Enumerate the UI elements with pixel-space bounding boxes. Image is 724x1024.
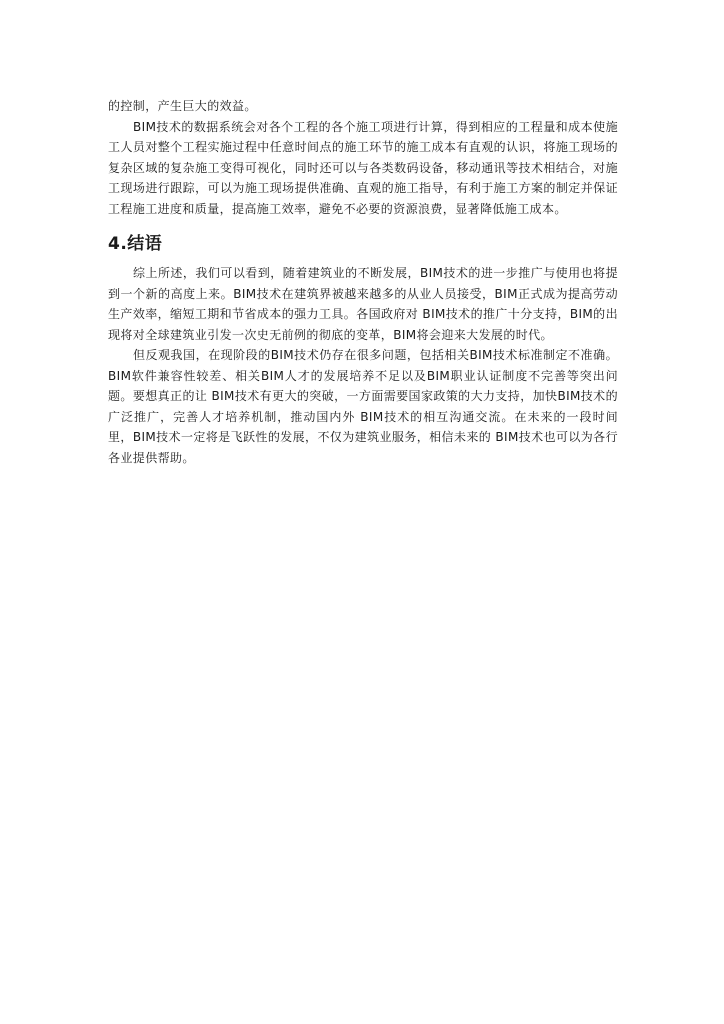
section-heading: 4.结语 — [108, 234, 163, 254]
conclusion-paragraph-2: 但反观我国，在现阶段的BIM技术仍存在很多问题，包括相关BIM技术标准制定不准确。BIM软件兼容性较差、相关BIM人才的发展培养不足以及BIM职业认证制度不完善等突出问题。要想真正的让 BIM技术有更大的突破，一方面需要国家政策的大力支持，加快BIM技术的广泛推广，完善人才培养机制，推动国内外 BIM技术的相互沟通交流。在未来的一段时间里，BIM技术一定将是飞跃性的发展，不仅为建筑业服务，相信未来的 BIM技术也可以为各行各业提供帮助。 — [108, 348, 618, 465]
conclusion-paragraph-1: 综上所述，我们可以看到，随着建筑业的不断发展，BIM技术的进一步推广与使用也将提到一个新的高度上来。BIM技术在建筑界被越来越多的从业人员接受，BIM正式成为提高劳动生产效率，缩短工期和节省成本的强力工具。各国政府对 BIM技术的推广十分支持，BIM的出现将对全球建筑业引发一次史无前例的彻底的变革，BIM将会迎来大发展的时代。 — [108, 266, 618, 342]
intro-tail-paragraph: 的控制，产生巨大的效益。 — [108, 99, 257, 113]
document-page — [108, 96, 618, 468]
bim-data-paragraph: BIM技术的数据系统会对各个工程的各个施工项进行计算，得到相应的工程量和成本使施工人员对整个工程实施过程中任意时间点的施工环节的施工成本有直观的认识，将施工现场的复杂区域的复杂施工变得可视化，同时还可以与各类数码设备，移动通讯等技术相结合，对施工现场进行跟踪，可以为施工现场提供准确、直观的施工指导，有利于施工方案的制定并保证工程施工进度和质量，提高施工效率，避免不必要的资源浪费，显著降低施工成本。 — [108, 119, 618, 216]
